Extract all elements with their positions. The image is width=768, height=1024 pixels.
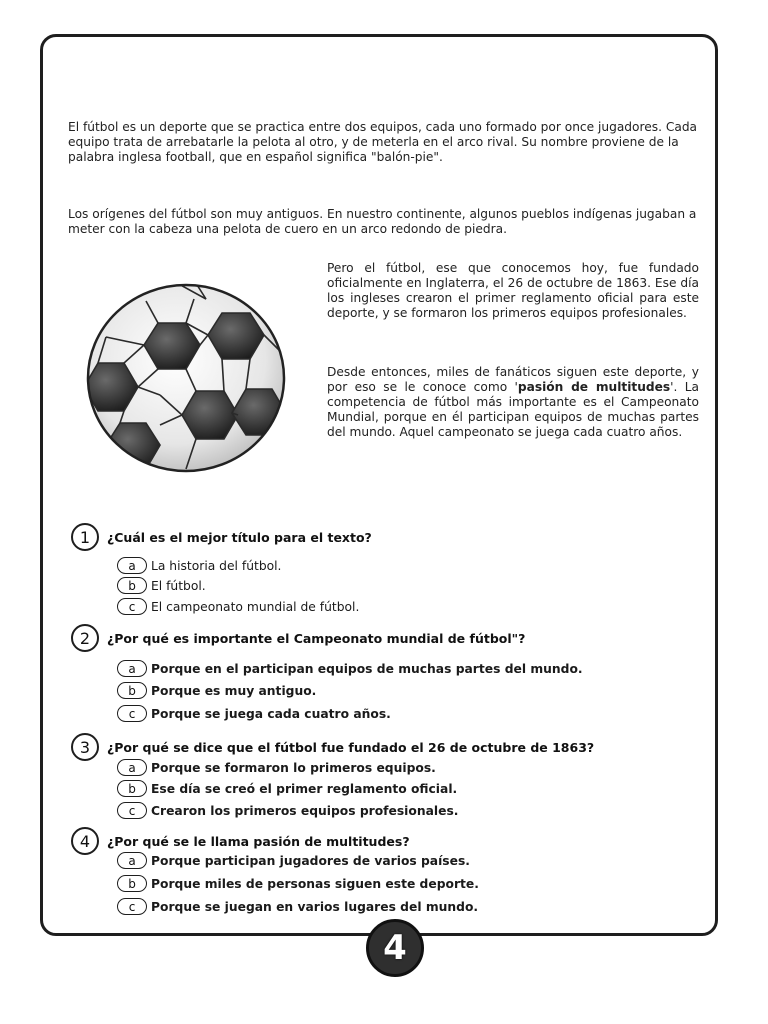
page-number-badge <box>366 919 424 977</box>
question-2 <box>71 624 525 652</box>
question-1-option-c[interactable] <box>117 598 359 615</box>
option-letter-badge: c <box>117 802 147 819</box>
option-letter-badge: b <box>117 875 147 892</box>
option-text: Porque se juegan en varios lugares del mundo. <box>151 899 479 914</box>
question-4-option-a[interactable] <box>117 852 470 869</box>
option-letter-badge: c <box>117 705 147 722</box>
option-text: Porque miles de personas siguen este deporte. <box>151 876 479 891</box>
soccer-ball-icon <box>86 283 286 473</box>
option-letter-badge: c <box>117 598 147 615</box>
option-text: Porque se formaron lo primeros equipos. <box>151 760 436 775</box>
option-text: Porque es muy antiguo. <box>151 683 317 698</box>
option-text: Porque participan jugadores de varios países. <box>151 853 470 868</box>
question-text: ¿Por qué se dice que el fútbol fue fundado el 26 de octubre de 1863? <box>107 739 595 755</box>
question-1-option-b[interactable] <box>117 577 206 594</box>
question-number-badge: 4 <box>71 827 99 855</box>
option-letter-badge: b <box>117 682 147 699</box>
option-letter-badge: a <box>117 852 147 869</box>
question-1 <box>71 523 372 551</box>
question-3-option-c[interactable] <box>117 802 458 819</box>
question-4-option-b[interactable] <box>117 875 479 892</box>
option-letter-badge: c <box>117 898 147 915</box>
question-text: ¿Cuál es el mejor título para el texto? <box>107 529 372 545</box>
paragraph-4-text-end: '. La competencia de fútbol más importante es el Campeonato Mundial, porque en él participan equipos de muchas partes del mundo. Aquel campeonato se juega cada cuatro años. <box>327 380 700 439</box>
option-letter-badge: b <box>117 577 147 594</box>
question-text: ¿Por qué se le llama pasión de multitudes? <box>107 833 410 849</box>
question-text: ¿Por qué es importante el Campeonato mundial de fútbol"? <box>107 630 526 646</box>
worksheet-frame <box>40 34 718 936</box>
question-3-option-a[interactable] <box>117 759 436 776</box>
question-1-option-a[interactable] <box>117 557 281 574</box>
question-2-option-a[interactable] <box>117 660 583 677</box>
question-2-option-c[interactable] <box>117 705 391 722</box>
option-text: El fútbol. <box>151 578 206 593</box>
option-letter-badge: b <box>117 780 147 797</box>
reading-paragraph-3: Pero el fútbol, ese que conocemos hoy, fue fundado oficialmente en Inglaterra, el 26 de octubre de 1863. Ese día los ingleses crearon el primer reglamento oficial para este deporte, y se formaron los primeros equipos profesionales. <box>327 261 699 320</box>
reading-paragraph-4 <box>327 365 699 440</box>
option-letter-badge: a <box>117 759 147 776</box>
question-number-badge: 3 <box>71 733 99 761</box>
option-letter-badge: a <box>117 660 147 677</box>
question-number-badge: 2 <box>71 624 99 652</box>
option-text: Porque en el participan equipos de muchas partes del mundo. <box>151 661 583 676</box>
option-text: Ese día se creó el primer reglamento oficial. <box>151 781 458 796</box>
option-letter-badge: a <box>117 557 147 574</box>
paragraph-4-highlight: pasión de multitudes <box>517 380 671 394</box>
option-text: Crearon los primeros equipos profesionales. <box>151 803 459 818</box>
reading-paragraph-1: El fútbol es un deporte que se practica entre dos equipos, cada uno formado por once jugadores. Cada equipo trata de arrebatarle la pelota al otro, y de meterla en el arco rival. Su nombre proviene de la palabra inglesa football, que en español significa "balón-pie". <box>68 120 698 164</box>
page-number: 4 <box>383 928 407 968</box>
option-text: El campeonato mundial de fútbol. <box>151 599 360 614</box>
question-4 <box>71 827 410 855</box>
option-text: La historia del fútbol. <box>151 558 282 573</box>
option-text: Porque se juega cada cuatro años. <box>151 706 391 721</box>
question-2-option-b[interactable] <box>117 682 316 699</box>
question-4-option-c[interactable] <box>117 898 478 915</box>
reading-paragraph-2: Los orígenes del fútbol son muy antiguos. En nuestro continente, algunos pueblos indígenas jugaban a meter con la cabeza una pelota de cuero en un arco redondo de piedra. <box>68 207 697 236</box>
question-3-option-b[interactable] <box>117 780 457 797</box>
question-number-badge: 1 <box>71 523 99 551</box>
paragraph-4-text-start: Desde entonces, miles de fanáticos siguen este deporte, y por eso se le conoce como ' <box>327 365 699 394</box>
question-3 <box>71 733 594 761</box>
